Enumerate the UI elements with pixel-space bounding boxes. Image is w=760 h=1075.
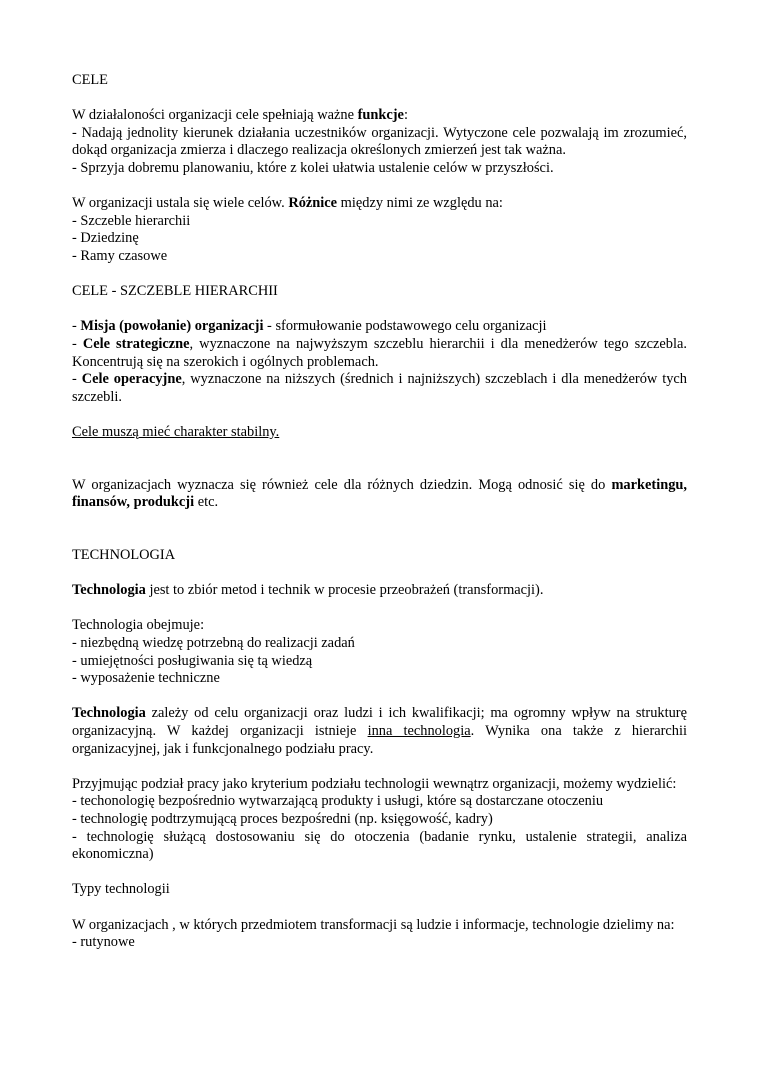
mission-text: - sformułowanie podstawowego celu organizacji <box>263 318 547 335</box>
functions-bullet-1: - Nadają jednolity kierunek działania uczestników organizacji. Wytyczone cele pozwalają im zrozumieć, dokąd organizacja zmierza i dlaczego realizacja określonych zmierzeń jest tak ważna. <box>72 124 687 159</box>
includes-intro: Technologia obejmuje: <box>72 617 205 634</box>
types-heading: Typy technologii <box>72 881 170 898</box>
differences-item-3: - Ramy czasowe <box>72 247 168 264</box>
division-item-2: - technologię podtrzymującą proces bezpośredni (np. księgowość, kadry) <box>72 810 493 827</box>
dependency-underline: inna technologia <box>367 722 471 739</box>
differences-intro-text: W organizacji ustala się wiele celów. <box>72 195 289 212</box>
differences-intro <box>72 195 687 213</box>
differences-item-2: - Dziedzinę <box>72 230 139 247</box>
functions-intro-tail: : <box>403 107 408 124</box>
includes-item-1: - niezbędną wiedzę potrzebną do realizacji zadań <box>72 635 355 651</box>
dependency-text-1: zależy od celu organizacji oraz ludzi i ich kwalifikacji; ma ogromny wpływ na strukturę organizacyjną. W każdej organizacji istnieje <box>72 705 687 739</box>
dependency-paragraph <box>72 705 687 758</box>
types-item-1: - rutynowe <box>72 934 135 951</box>
includes-item-2: - umiejętności posługiwania się tą wiedzą <box>72 652 313 669</box>
strategic-prefix: - <box>72 335 83 352</box>
strategic-text: , wyznaczone na najwyższym szczeblu hierarchii i dla menedżerów tego szczebla. Koncentrują się na szerokich i ogólnych problemach. <box>72 335 687 370</box>
division-item-3: - technologię służącą dostosowaniu się do otoczenia (badanie rynku, ustalenie strategii, analiza ekonomiczna) <box>72 828 687 863</box>
division-item-1: - techonologię bezpośrednio wytwarzającą produkty i usługi, które są dostarczane otoczeniu <box>72 793 604 810</box>
technology-definition-text: jest to zbiór metod i technik w procesie przeobrażeń (transformacji). <box>145 582 544 599</box>
includes-item-3: - wyposażenie techniczne <box>72 670 220 687</box>
domains-bold: marketingu, finansów, produkcji <box>72 476 687 511</box>
domains-paragraph <box>72 477 687 512</box>
differences-item-1: - Szczeble hierarchii <box>72 212 191 229</box>
domains-tail: etc. <box>194 494 219 511</box>
functions-bullet-2: - Sprzyja dobremu planowaniu, które z kolei ułatwia ustalenie celów w przyszłości. <box>72 159 554 176</box>
technology-definition-bold: Technologia <box>72 582 146 599</box>
functions-bold: funkcje <box>357 107 404 124</box>
operational-bold: Cele operacyjne <box>81 371 182 388</box>
strategic-bold: Cele strategiczne <box>82 335 190 352</box>
hierarchy-item-strategic <box>72 336 687 371</box>
section-heading-technology: TECHNOLOGIA <box>72 547 176 564</box>
technology-definition <box>72 582 687 600</box>
differences-bold: Różnice <box>288 195 338 212</box>
hierarchy-item-mission <box>72 318 687 336</box>
differences-intro-tail: między nimi ze względu na: <box>337 195 503 212</box>
division-intro: Przyjmując podział pracy jako kryterium podziału technologii wewnątrz organizacji, możemy wydzielić: <box>72 775 677 792</box>
stable-note <box>72 424 687 442</box>
mission-bold: Misja (powołanie) organizacji <box>80 318 264 335</box>
operational-prefix: - <box>72 371 82 388</box>
dependency-bold: Technologia <box>72 705 146 722</box>
functions-intro <box>72 107 687 125</box>
operational-text: , wyznaczone na niższych (średnich i najniższych) szczeblach i dla menedżerów tych szczebli. <box>72 371 687 405</box>
functions-intro-text: W działaloności organizacji cele spełniają ważne <box>72 107 358 124</box>
stable-note-text: Cele muszą mieć charakter stabilny. <box>72 423 280 440</box>
section-heading-cele: CELE <box>72 72 108 88</box>
dependency-text-2: . Wynika ona także z hierarchii organizacyjnej, jak i funkcjonalnego podziału pracy. <box>72 722 687 757</box>
mission-prefix: - <box>72 318 81 335</box>
document-page <box>72 72 687 952</box>
section-heading-hierarchy: CELE - SZCZEBLE HIERARCHII <box>72 283 278 300</box>
hierarchy-item-operational <box>72 371 687 406</box>
types-intro: W organizacjach , w których przedmiotem transformacji są ludzie i informacje, technologie dzielimy na: <box>72 916 675 933</box>
domains-text: W organizacjach wyznacza się również cele dla różnych dziedzin. Mogą odnosić się do <box>72 476 612 493</box>
